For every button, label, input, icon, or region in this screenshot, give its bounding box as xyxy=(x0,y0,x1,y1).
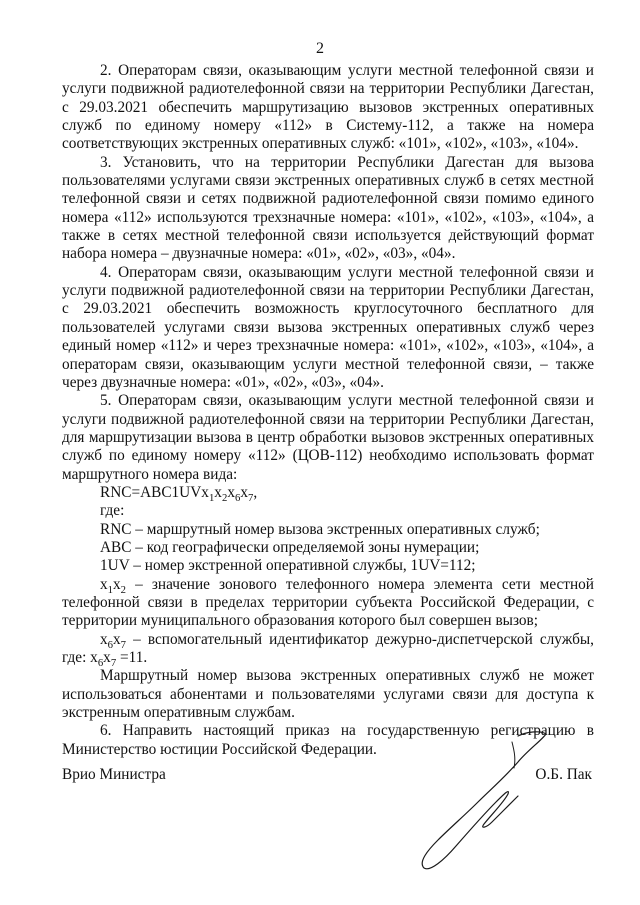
definition-x1x2: $x_1x_2$ – значение зонового телефонного номера элемента сети местной телефонной связи в пределах территории субъекта Российской Федерации, с территории муниципального образования которого был совершен вызов; xyxy=(62,575,594,630)
paragraph-5: 5. Операторам связи, оказывающим услуги местной телефонной связи и услуги подвижной радиотелефонной связи на территории Республики Дагестан, для маршрутизации вызова в центр обработки вызовов экстренных оперативных служб по единому номеру «112» (ЦОВ-112) необходимо использовать формат маршрутного номера вида: xyxy=(62,392,594,483)
where-label: где: xyxy=(100,502,125,520)
page-number: 2 xyxy=(316,40,324,57)
paragraph-3: 3. Установить, что на территории Республики Дагестан для вызова пользователями услугами связи экстренных оперативных служб в сетях местной телефонной связи и сетях подвижной радиотелефонной связи помимо единого номера «112» используются трехзначные номера: «101», «102», «103», «104», а также в сетях местной телефонной связи используется действующий формат набора номера – двузначные номера: «01», «02», «03», «04». xyxy=(62,153,594,263)
routing-number-formula: $RNC=ABC1UVx_1x_2x_6x_7$, xyxy=(100,483,258,504)
document-body xyxy=(62,62,594,759)
paragraph-routing-note: Маршрутный номер вызова экстренных оперативных служб не может использоваться абонентами и пользователями услугами связи для доступа к экстренным оперативным службам. xyxy=(62,667,594,722)
handwritten-signature xyxy=(400,728,560,878)
paragraph-4: 4. Операторам связи, оказывающим услуги местной телефонной связи и услуги подвижной радиотелефонной связи на территории Республики Дагестан, с 29.03.2021 обеспечить возможность круглосуточного бесплатного для пользователей услугами связи вызова экстренных оперативных служб через единый номер «112» и через трехзначные номера: «101», «102», «103», «104», а операторам связи, оказывающим услуги местной телефонной связи, – также через двузначные номера: «01», «02», «03», «04». xyxy=(62,263,594,391)
definition-rnc: RNC – маршрутный номер вызова экстренных оперативных служб; xyxy=(100,520,540,538)
definition-x6x7: $x_6x_7$ – вспомогательный идентификатор дежурно-диспетчерской службы, где: $x_6x_7 =11$. xyxy=(62,630,594,670)
signatory-title: Врио Министра xyxy=(62,766,166,783)
definition-abc: ABC – код географически определяемой зоны нумерации; xyxy=(100,538,480,556)
paragraph-6: 6. Направить настоящий приказ на государственную регистрацию в Министерство юстиции Российской Федерации. xyxy=(62,722,594,758)
signatory-name: О.Б. Пак xyxy=(535,766,592,783)
paragraph-2: 2. Операторам связи, оказывающим услуги местной телефонной связи и услуги подвижной радиотелефонной связи на территории Республики Дагестан, с 29.03.2021 обеспечить маршрутизацию вызовов экстренных оперативных служб по единому номеру «112» в Систему-112, а также на номера соответствующих экстренных оперативных служб: «101», «102», «103», «104». xyxy=(62,62,594,153)
definition-1uv: 1UV – номер экстренной оперативной службы, 1UV=112; xyxy=(100,557,476,575)
